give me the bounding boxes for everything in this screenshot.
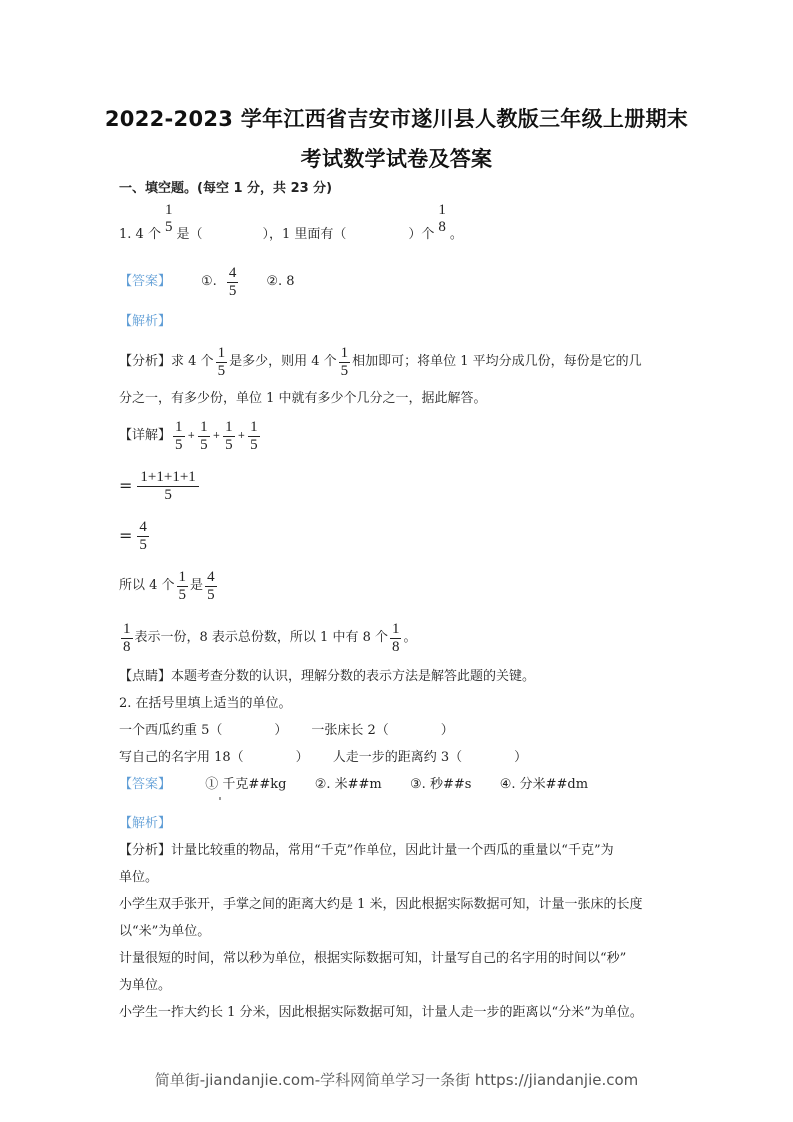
q2-fenxi-p1: 【分析】计量比较重的物品，常用“千克”作单位，因此计量一个西瓜的重量以“千克”为	[119, 843, 614, 858]
q2-fenxi-p3: 计量很短的时间，常以秒为单位，根据实际数据可知，计量写自己的名字用的时间以“秒”	[119, 951, 627, 966]
q1-xiangjie: 【详解】 $\frac{1}{5}$ + $\frac{1}{5}$ + $\frac{1}{5}$ + $\frac{1}{5}$	[119, 418, 258, 453]
q2-row1: 一个西瓜约重 5（ ） 一张床长 2（ ）	[119, 723, 454, 738]
answer-label: 【答案】	[119, 274, 172, 289]
fraction-one-fifth: $\frac{1}{5}$	[217, 344, 226, 379]
footer-watermark: 简单街-jiandanjie.com-学科网简单学习一条街 https://jiandanjie.com	[154, 1071, 639, 1089]
q1-prefix: 1. 4 个	[119, 227, 161, 242]
analysis-label: 【解析】	[119, 314, 172, 329]
q2-fenxi-p1-line2: 单位。	[119, 870, 159, 885]
q2-answer: 【答案】 ① 千克##kg ②. 米##m ③. 秒##s ④. 分米##dm	[119, 777, 589, 792]
q2-fenxi-p2: 小学生双手张开，手掌之间的距离大约是 1 米，因此根据实际数据可知，计量一张床的长度	[119, 897, 643, 912]
q1-conclusion: 所以 4 个 $\frac{1}{5}$ 是 $\frac{4}{5}$	[119, 568, 215, 603]
question-1: 1. 4 个 1 5 是（ ），1 里面有（ ）个 1 8 。	[119, 202, 463, 242]
fraction-one-fifth: $\frac{1}{5}$	[340, 344, 349, 379]
q1-explanation: $\frac{1}{8}$ 表示一份，8 表示总份数，所以 1 中有 8 个 $\frac{1}{8}$ 。	[123, 620, 417, 655]
q2-fenxi-p2-line2: 以“米”为单位。	[119, 924, 211, 939]
q1-answer: 【答案】 ①. $\frac{4}{5}$ ②. 8	[119, 264, 295, 299]
stray-mark	[219, 797, 221, 800]
q1-step2: = $\frac{1+1+1+1}{5}$	[119, 466, 201, 506]
q1-step3: = $\frac{4}{5}$	[119, 518, 147, 553]
q1-fenxi-line2: 分之一，有多少份，单位 1 中就有多少个几分之一，据此解答。	[119, 391, 487, 406]
q2-fenxi-p4: 小学生一拃大约长 1 分米，因此根据实际数据可知，计量人走一步的距离以“分米”为单位。	[119, 1005, 643, 1020]
fraction-one-fifth: 1 5	[164, 202, 173, 235]
page-title-line1: 2022-2023 学年江西省吉安市遂川县人教版三年级上册期末	[104, 107, 689, 131]
page-title-line2: 考试数学试卷及答案	[300, 147, 493, 171]
q1-mid: ），1 里面有（	[262, 227, 347, 242]
fraction-one-eighth: 1 8	[438, 202, 446, 235]
q2-row2: 写自己的名字用 18（ ） 人走一步的距离约 3（ ）	[119, 750, 528, 765]
analysis-label: 【解析】	[119, 816, 172, 831]
q1-fenxi: 【分析】 求 4 个 $\frac{1}{5}$ 是多少，则用 4 个 $\frac{1}{5}$ 相加即可；将单位 1 平均分成几份，每份是它的几	[119, 344, 642, 379]
q1-mid3: ）个	[408, 227, 435, 242]
fraction-four-fifths: $\frac{4}{5}$	[228, 264, 237, 299]
q2-fenxi-p3-line2: 为单位。	[119, 978, 172, 993]
question-2-stem: 2. 在括号里填上适当的单位。	[119, 696, 292, 711]
section-heading-fill-blank: 一、填空题。(每空 1 分，共 23 分)	[119, 181, 333, 196]
q1-blank-1: 是（	[176, 227, 203, 242]
q1-dianjing: 【点睛】本题考查分数的认识，理解分数的表示方法是解答此题的关键。	[119, 669, 536, 684]
